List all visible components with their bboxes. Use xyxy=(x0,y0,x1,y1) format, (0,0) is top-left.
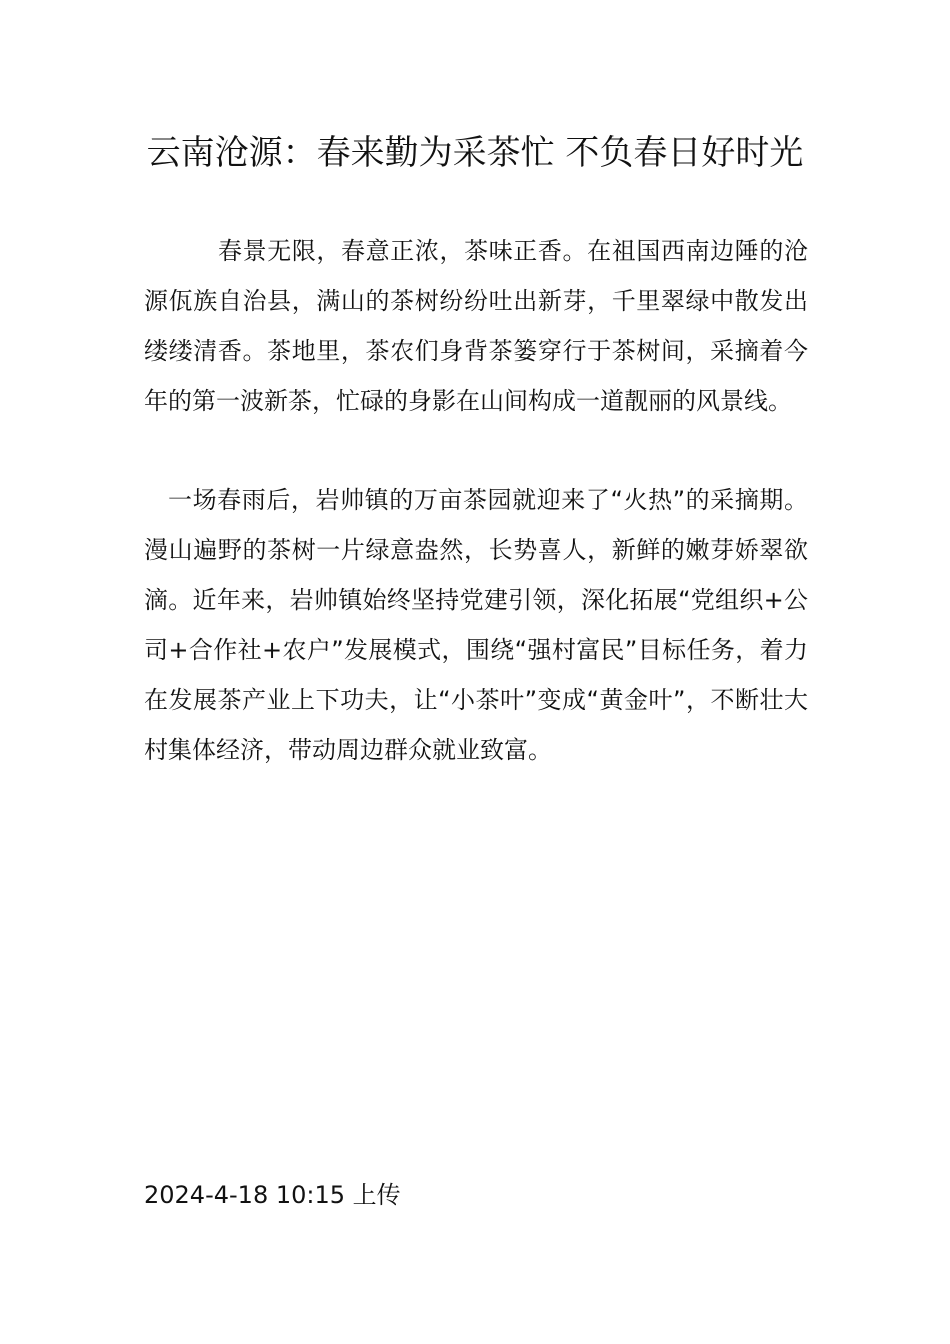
article-paragraph-1: 春景无限，春意正浓，茶味正香。在祖国西南边陲的沧源佤族自治县，满山的茶树纷纷吐出新芽，千里翠绿中散发出缕缕清香。茶地里，茶农们身背茶篓穿行于茶树间，采摘着今年的第一波新茶，忙碌的身影在山间构成一道靓丽的风景线。 xyxy=(144,237,808,415)
article-title: 云南沧源：春来勤为采茶忙 不负春日好时光 xyxy=(146,133,804,173)
upload-timestamp: 2024-4-18 10:15 上传 xyxy=(144,1181,401,1209)
article-paragraph-2: 一场春雨后，岩帅镇的万亩茶园就迎来了“火热”的采摘期。漫山遍野的茶树一片绿意盎然，长势喜人，新鲜的嫩芽娇翠欲滴。近年来，岩帅镇始终坚持党建引领，深化拓展“党组织+公司+合作社+农户”发展模式，围绕“强村富民”目标任务，着力在发展茶产业上下功夫，让“小茶叶”变成“黄金叶”，不断壮大村集体经济，带动周边群众就业致富。 xyxy=(144,486,808,764)
